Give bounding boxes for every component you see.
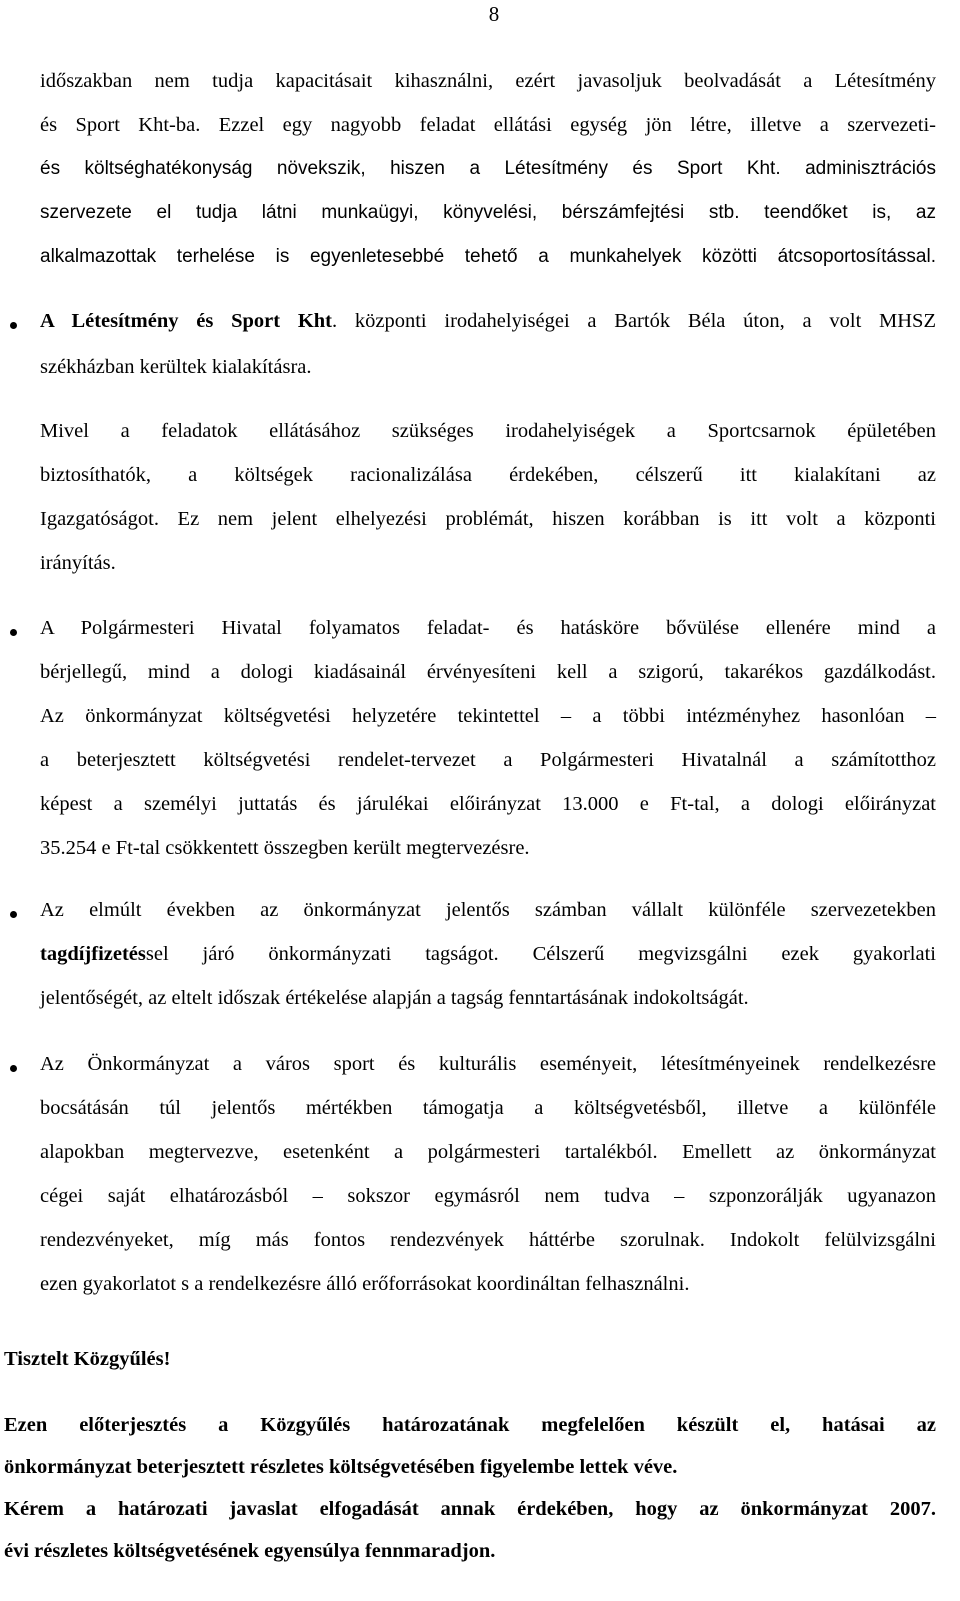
text-line: cégei saját elhatározásból – sokszor egymásról nem tudva – szponzorálják ugyanazon bbox=[40, 1185, 936, 1207]
text-line: Az Önkormányzat a város sport és kulturális eseményeit, létesítményeinek rendelkezésre bbox=[40, 1053, 936, 1075]
text-line: és Sport Kht-ba. Ezzel egy nagyobb feladat ellátási egység jön létre, illetve a szervezeti- bbox=[40, 114, 936, 136]
text-line: rendezvényeket, míg más fontos rendezvények háttérbe szorulnak. Indokolt felülvizsgálni bbox=[40, 1229, 936, 1251]
text-line: Igazgatóságot. Ez nem jelent elhelyezési problémát, hiszen korábban is itt volt a központi bbox=[40, 508, 936, 530]
text-span: . központi irodahelyiségei a Bartók Béla úton, a volt MHSZ bbox=[332, 310, 936, 332]
text-line: bérjellegű, mind a dologi kiadásainál érvényesíteni kell a szigorú, takarékos gazdálkodást. bbox=[40, 661, 936, 683]
closing-line: önkormányzat beterjesztett részletes költségvetésében figyelembe lettek véve. bbox=[4, 1456, 678, 1478]
text-line: a beterjesztett költségvetési rendelet-tervezet a Polgármesteri Hivatalnál a számítotthoz bbox=[40, 749, 936, 771]
text-line: irányítás. bbox=[40, 552, 116, 574]
text-line: 35.254 e Ft-tal csökkentett összegben került megtervezésre. bbox=[40, 837, 530, 859]
text-span: sel járó önkormányzati tagságot. Célszerű megvizsgálni ezek gyakorlati bbox=[145, 943, 936, 965]
text-line: szervezete el tudja látni munkaügyi, könyvelési, bérszámfejtési stb. teendőket is, az bbox=[40, 202, 936, 223]
closing-line: évi részletes költségvetésének egyensúlya fennmaradjon. bbox=[4, 1540, 496, 1562]
text-line bbox=[40, 943, 936, 966]
text-line: Az elmúlt években az önkormányzat jelentős számban vállalt különféle szervezetekben bbox=[40, 899, 936, 921]
page-number: 8 bbox=[488, 2, 500, 26]
bullet-dot bbox=[10, 322, 17, 329]
text-line: Mivel a feladatok ellátásához szükséges irodahelyiségek a Sportcsarnok épületében bbox=[40, 420, 936, 442]
text-line: székházban kerültek kialakításra. bbox=[40, 356, 312, 378]
text-line: ezen gyakorlatot s a rendelkezésre álló erőforrásokat koordináltan felhasználni. bbox=[40, 1273, 690, 1295]
text-line: bocsátásán túl jelentős mértékben támogatja a költségvetésből, illetve a különféle bbox=[40, 1097, 936, 1119]
text-line: alkalmazottak terhelése is egyenletesebbé tehető a munkahelyek közötti átcsoportosítással. bbox=[40, 246, 936, 267]
text-line: alapokban megtervezve, esetenként a polgármesteri tartalékból. Emellett az önkormányzat bbox=[40, 1141, 936, 1163]
closing-line: Kérem a határozati javaslat elfogadását annak érdekében, hogy az önkormányzat 2007. bbox=[4, 1498, 936, 1520]
text-line: biztosíthatók, a költségek racionalizálása érdekében, célszerű itt kialakítani az bbox=[40, 464, 936, 486]
text-line bbox=[40, 310, 936, 333]
bullet-dot bbox=[10, 911, 17, 918]
bullet-dot bbox=[10, 1065, 17, 1072]
text-line: és költséghatékonyság növekszik, hiszen a Létesítmény és Sport Kht. adminisztrációs bbox=[40, 158, 936, 179]
bold-lead: A Létesítmény és Sport Kht bbox=[40, 310, 332, 332]
text-line: képest a személyi juttatás és járulékai előirányzat 13.000 e Ft-tal, a dologi előirányzat bbox=[40, 793, 936, 815]
closing-line: Ezen előterjesztés a Közgyűlés határozatának megfelelően készült el, hatásai az bbox=[4, 1414, 936, 1436]
text-line: Az önkormányzat költségvetési helyzetére tekintettel – a többi intézményhez hasonlóan – bbox=[40, 705, 936, 727]
bullet-dot bbox=[10, 629, 17, 636]
salutation: Tisztelt Közgyűlés! bbox=[4, 1348, 171, 1370]
bold-term: tagdíjfizetés bbox=[40, 943, 146, 965]
text-line: időszakban nem tudja kapacitásait kihasználni, ezért javasoljuk beolvadását a Létesítmény bbox=[40, 70, 936, 92]
text-line: A Polgármesteri Hivatal folyamatos feladat- és hatásköre bővülése ellenére mind a bbox=[40, 617, 936, 639]
text-line: jelentőségét, az eltelt időszak értékelése alapján a tagság fenntartásának indokoltságát. bbox=[40, 987, 749, 1009]
